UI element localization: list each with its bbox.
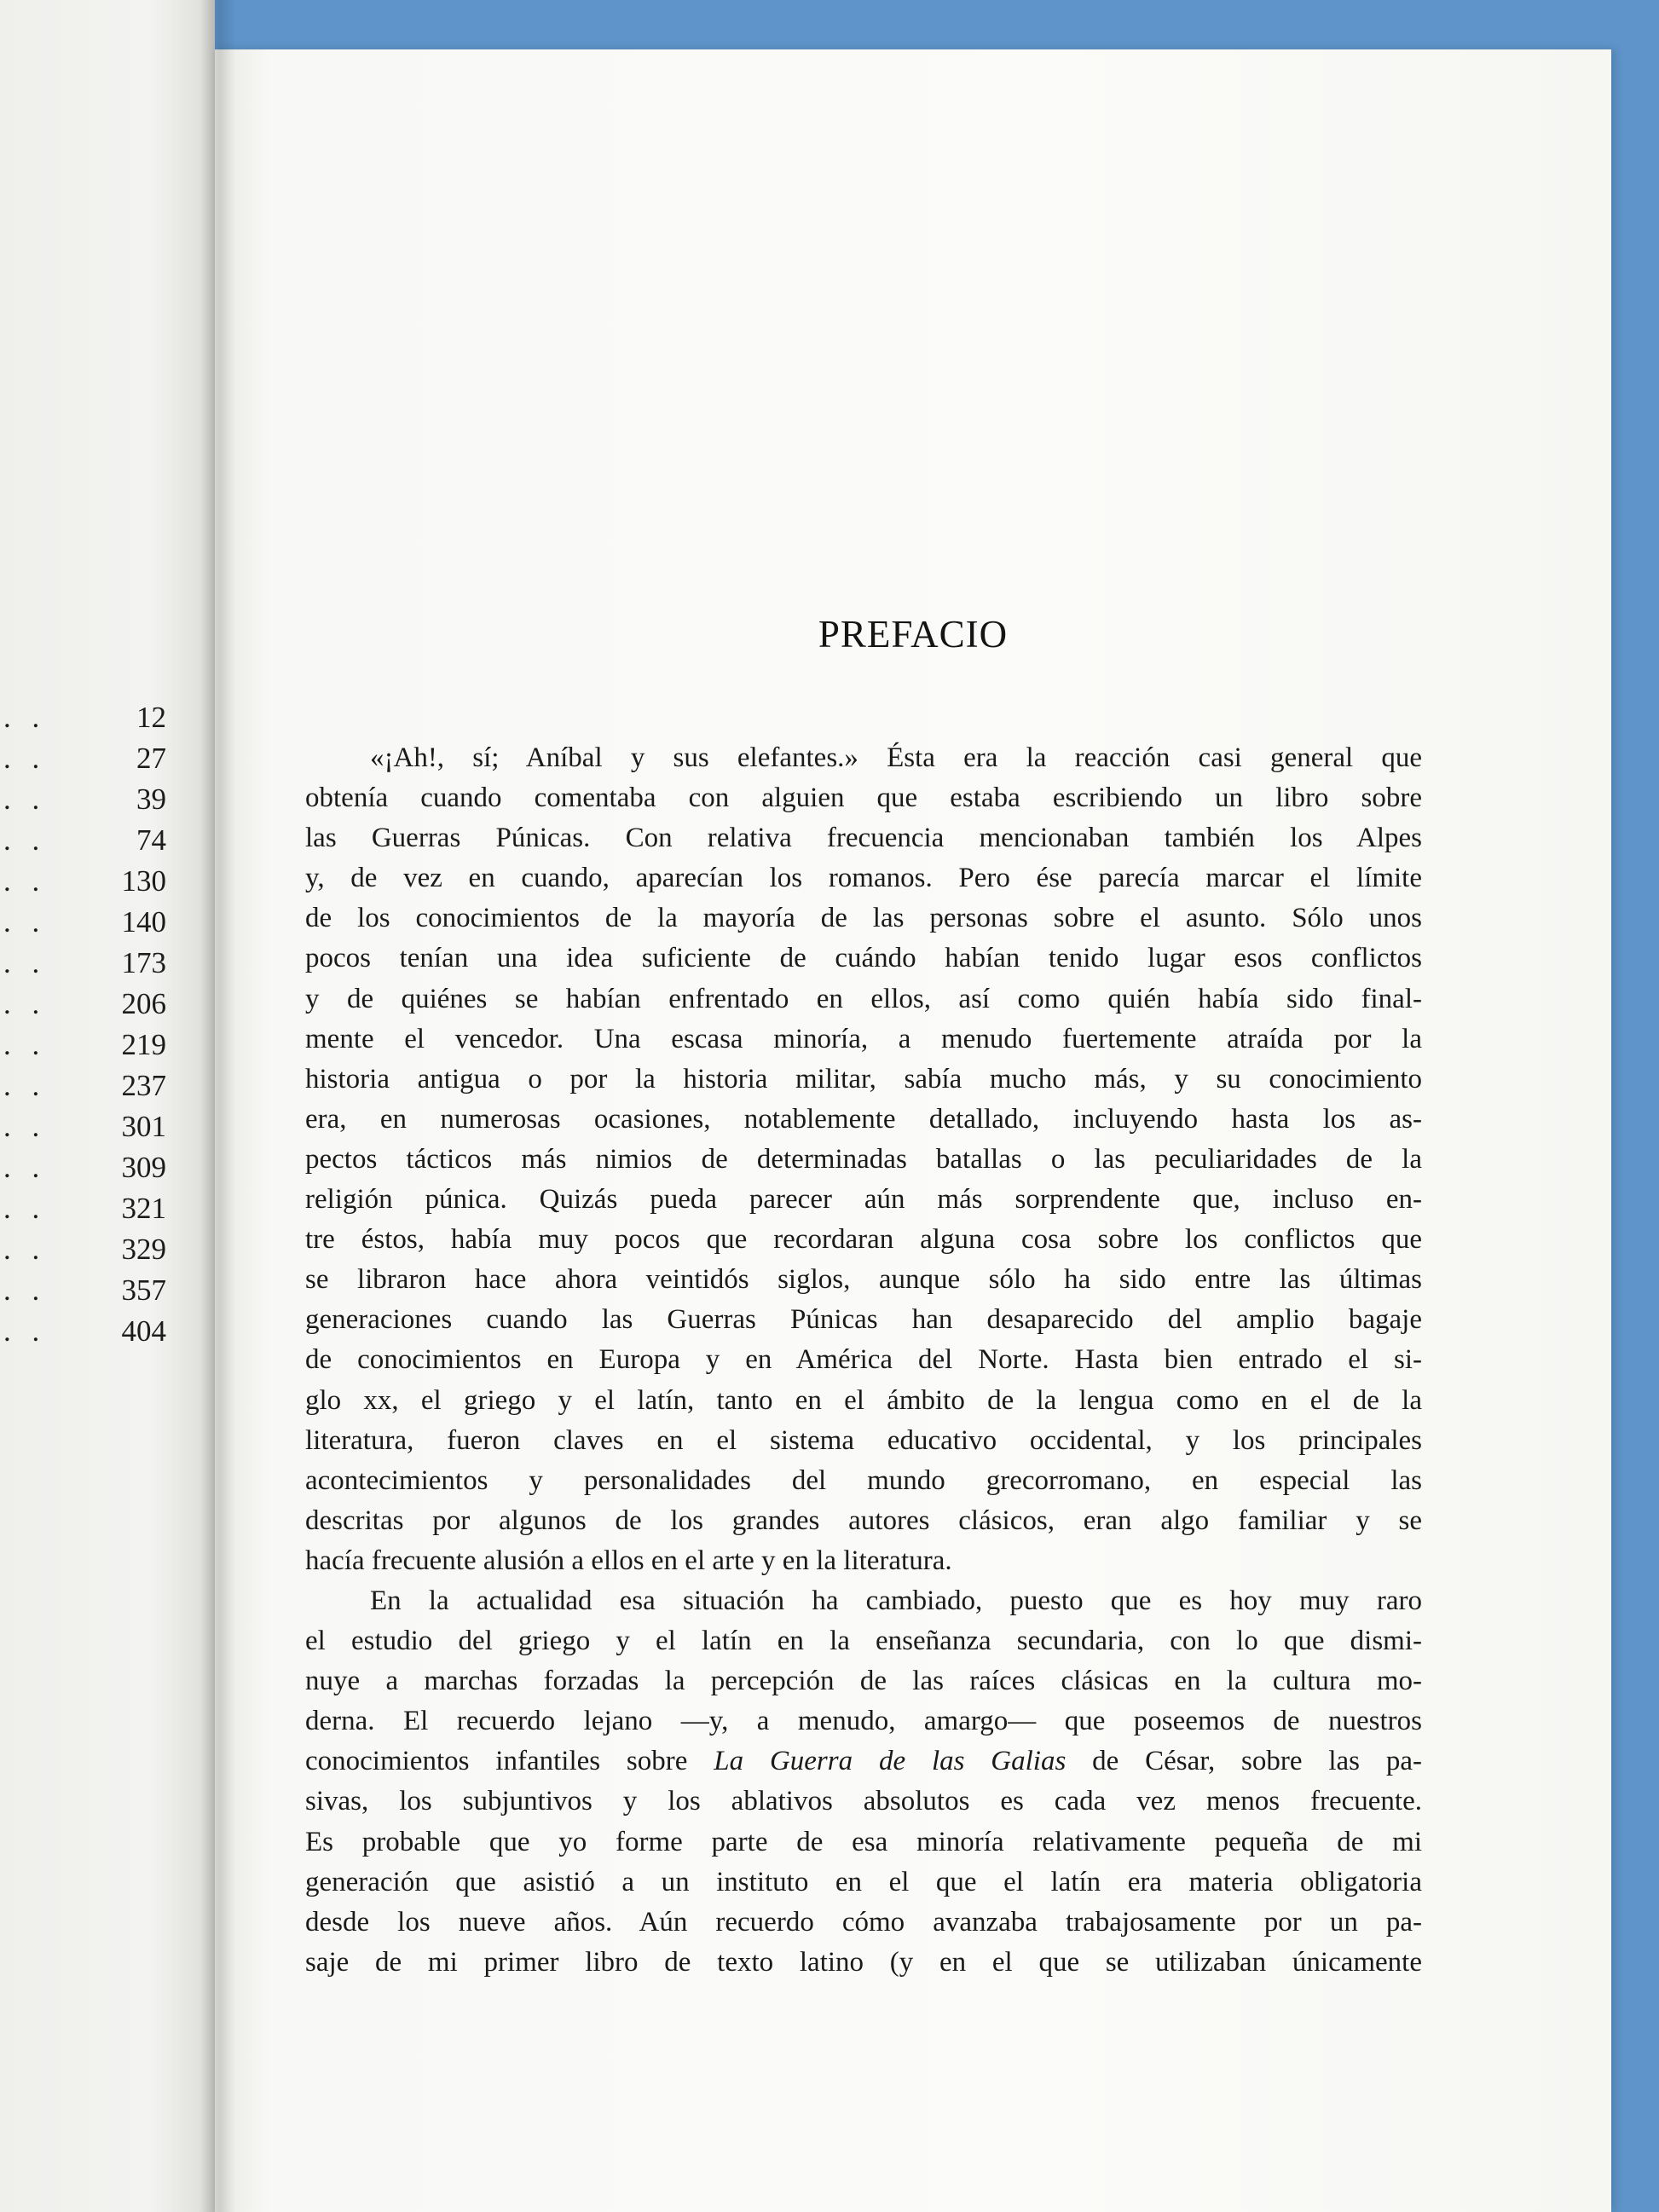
text-line: tre éstos, había muy pocos que recordaran alguna cosa sobre los conflictos que xyxy=(305,1224,1422,1256)
leader-dots: . . xyxy=(3,1151,47,1184)
toc-entry xyxy=(0,783,171,823)
text-line: generaciones cuando las Guerras Púnicas han desaparecido del amplio bagaje xyxy=(305,1304,1422,1336)
leader-dots: . . xyxy=(3,1028,47,1061)
toc-page-number: 329 xyxy=(121,1233,166,1266)
text-line: derna. El recuerdo lejano —y, a menudo, amargo— que poseemos de nuestros xyxy=(305,1706,1422,1737)
text-run: de César, sobre las pa- xyxy=(1066,1746,1422,1777)
text-line: «¡Ah!, sí; Aníbal y sus elefantes.» Ésta era la reacción casi general que xyxy=(370,742,1422,773)
text-line: nuye a marchas forzadas la percepción de las raíces clásicas en la cultura mo- xyxy=(305,1666,1422,1697)
text-line: religión púnica. Quizás pueda parecer aún más sorprendente que, incluso en- xyxy=(305,1184,1422,1216)
toc-page-number: 74 xyxy=(136,823,166,857)
left-page xyxy=(0,0,215,2212)
text-line: y, de vez en cuando, aparecían los romanos. Pero ése parecía marcar el límite xyxy=(305,863,1422,894)
text-line: y de quiénes se habían enfrentado en ellos, así como quién había sido final- xyxy=(305,983,1422,1014)
toc-entry xyxy=(0,1028,171,1069)
leader-dots: . . xyxy=(3,1273,47,1307)
toc-entry xyxy=(0,1151,171,1192)
text-line: generación que asistió a un instituto en el que el latín era materia obligatoria xyxy=(305,1866,1422,1897)
leader-dots: . . xyxy=(3,1110,47,1143)
toc-page-number: 357 xyxy=(121,1273,166,1307)
book-title-italic: La Guerra de las Galias xyxy=(714,1746,1066,1777)
toc-entry xyxy=(0,1314,171,1355)
text-line: sivas, los subjuntivos y los ablativos absolutos es cada vez menos frecuente. xyxy=(305,1786,1422,1817)
book-gutter-shadow xyxy=(201,0,235,2212)
leader-dots: . . xyxy=(3,742,47,775)
leader-dots: . . xyxy=(3,987,47,1020)
toc-entry xyxy=(0,1069,171,1110)
leader-dots: . . xyxy=(3,783,47,816)
toc-page-number: 301 xyxy=(121,1110,166,1143)
leader-dots: . . xyxy=(3,946,47,979)
toc-page-number: 130 xyxy=(121,864,166,898)
leader-dots: . . xyxy=(3,864,47,898)
text-line: se libraron hace ahora veintidós siglos, aunque sólo ha sido entre las últimas xyxy=(305,1264,1422,1296)
chapter-title: PREFACIO xyxy=(818,613,1009,656)
toc-entry xyxy=(0,1273,171,1314)
text-line: era, en numerosas ocasiones, notablemente detallado, incluyendo hasta los as- xyxy=(305,1103,1422,1135)
leader-dots: . . xyxy=(3,905,47,939)
toc-page-number: 39 xyxy=(136,783,166,816)
text-line: literatura, fueron claves en el sistema educativo occidental, y los principales xyxy=(305,1424,1422,1456)
toc-entry xyxy=(0,701,171,742)
toc-page-number: 219 xyxy=(121,1028,166,1061)
toc-entry xyxy=(0,987,171,1028)
text-line: desde los nueve años. Aún recuerdo cómo avanzaba trabajosamente por un pa- xyxy=(305,1906,1422,1938)
toc-entry xyxy=(0,1233,171,1273)
toc-entry xyxy=(0,742,171,783)
toc-entry xyxy=(0,1110,171,1151)
toc-page-number: 309 xyxy=(121,1151,166,1184)
text-line: hacía frecuente alusión a ellos en el arte y en la literatura. xyxy=(305,1545,952,1576)
toc-page-number: 404 xyxy=(121,1314,166,1348)
toc-page-number: 237 xyxy=(121,1069,166,1102)
text-line: de conocimientos en Europa y en América del Norte. Hasta bien entrado el si- xyxy=(305,1344,1422,1376)
toc-page-number: 321 xyxy=(121,1192,166,1225)
text-line: de los conocimientos de la mayoría de las personas sobre el asunto. Sólo unos xyxy=(305,903,1422,934)
body-text xyxy=(305,738,1422,1983)
leader-dots: . . xyxy=(3,1314,47,1348)
text-line: obtenía cuando comentaba con alguien que estaba escribiendo un libro sobre xyxy=(305,783,1422,814)
toc-page-number: 173 xyxy=(121,946,166,979)
text-line: saje de mi primer libro de texto latino (y en el que se utilizaban únicamente xyxy=(305,1946,1422,1978)
leader-dots: . . xyxy=(3,1233,47,1266)
toc-entry xyxy=(0,1192,171,1233)
text-line: glo xx, el griego y el latín, tanto en el ámbito de la lengua como en el de la xyxy=(305,1384,1422,1416)
toc-page-number: 27 xyxy=(136,742,166,775)
toc-entry xyxy=(0,905,171,946)
leader-dots: . . xyxy=(3,823,47,857)
toc-page-number: 206 xyxy=(121,987,166,1020)
text-line: el estudio del griego y el latín en la enseñanza secundaria, con lo que dismi- xyxy=(305,1626,1422,1657)
text-line: Es probable que yo forme parte de esa minoría relativamente pequeña de mi xyxy=(305,1826,1422,1857)
toc-entry xyxy=(0,823,171,864)
leader-dots: . . xyxy=(3,701,47,734)
text-line: las Guerras Púnicas. Con relativa frecuencia mencionaban también los Alpes xyxy=(305,823,1422,854)
text-line: acontecimientos y personalidades del mundo grecorromano, en especial las xyxy=(305,1464,1422,1496)
text-line: descritas por algunos de los grandes autores clásicos, eran algo familiar y se xyxy=(305,1505,1422,1536)
text-line: pocos tenían una idea suficiente de cuándo habían tenido lugar esos conflictos xyxy=(305,943,1422,974)
toc-page-number: 12 xyxy=(136,701,166,734)
text-line: pectos tácticos más nimios de determinadas batallas o las peculiaridades de la xyxy=(305,1143,1422,1175)
toc-entry xyxy=(0,864,171,905)
text-line: En la actualidad esa situación ha cambiado, puesto que es hoy muy raro xyxy=(370,1585,1422,1616)
right-page xyxy=(215,49,1611,2212)
toc-page-number: 140 xyxy=(121,905,166,939)
text-line xyxy=(305,1741,1422,1782)
toc-entry xyxy=(0,946,171,987)
text-line: historia antigua o por la historia militar, sabía mucho más, y su conocimiento xyxy=(305,1063,1422,1094)
text-line: mente el vencedor. Una escasa minoría, a menudo fuertemente atraída por la xyxy=(305,1023,1422,1054)
leader-dots: . . xyxy=(3,1192,47,1225)
text-run: conocimientos infantiles sobre xyxy=(305,1746,714,1777)
leader-dots: . . xyxy=(3,1069,47,1102)
